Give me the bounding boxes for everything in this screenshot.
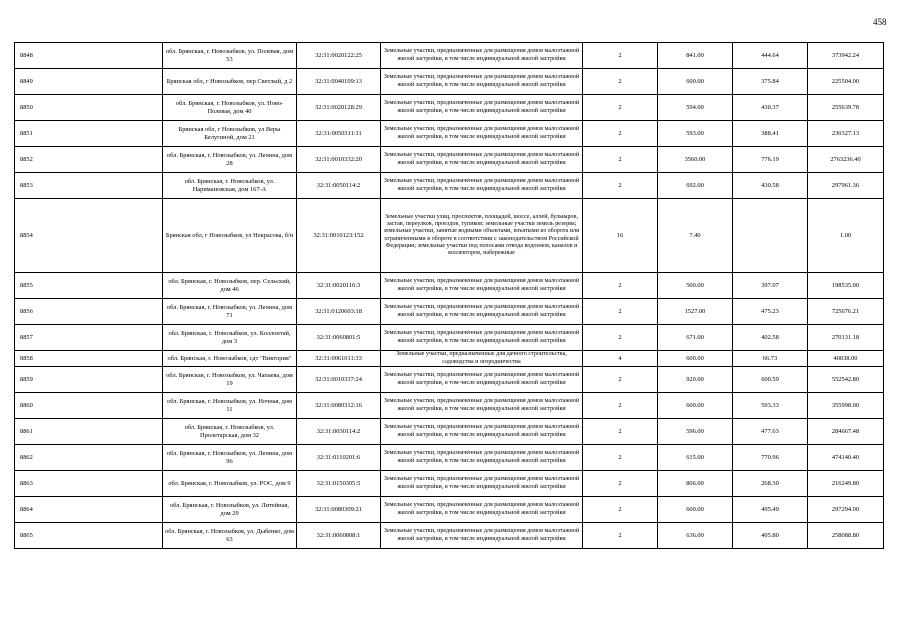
table-row [15, 69, 884, 95]
cadastral-number-cell: 32:31:0120603:18 [297, 299, 381, 325]
row-number-cell: 8856 [15, 299, 163, 325]
unit-value-cell [733, 199, 808, 273]
group-cell: 2 [583, 173, 658, 199]
cadastral-number-cell: 32:31:0020116:3 [297, 273, 381, 299]
unit-value-cell: 475.23 [733, 299, 808, 325]
table-row [15, 147, 884, 173]
row-number-cell: 8859 [15, 367, 163, 393]
cadastral-value-cell: 1.00 [808, 199, 884, 273]
table-row [15, 273, 884, 299]
table-row [15, 367, 884, 393]
area-cell: 841.00 [658, 43, 733, 69]
group-cell: 2 [583, 471, 658, 497]
unit-value-cell: 593.33 [733, 393, 808, 419]
cadastral-number-cell: 32:31:0080309:21 [297, 497, 381, 523]
cadastral-value-cell: 284667.48 [808, 419, 884, 445]
cadastral-value-cell: 258088.80 [808, 523, 884, 549]
unit-value-cell: 444.64 [733, 43, 808, 69]
group-cell: 2 [583, 393, 658, 419]
address-cell: обл. Брянская, г. Новозыбков, пер. Сельский, дом 46 [163, 273, 297, 299]
cadastral-number-cell: 32:31:0010332:20 [297, 147, 381, 173]
group-cell: 2 [583, 121, 658, 147]
cadastral-value-cell: 355998.00 [808, 393, 884, 419]
unit-value-cell: 600.59 [733, 367, 808, 393]
land-purpose-cell: Земельные участки, предназначенные для дачного строительства, садоводства и огородничества [381, 351, 583, 367]
cadastral-number-cell: 32:31:0110201:6 [297, 445, 381, 471]
group-cell: 2 [583, 69, 658, 95]
address-cell: обл. Брянская, г. Новозыбков, ул. Ночная, дом 11 [163, 393, 297, 419]
table-row [15, 199, 884, 273]
group-cell: 2 [583, 445, 658, 471]
land-purpose-cell: Земельные участки, предназначенные для размещения домов малоэтажной жилой застройки, в том числе индивидуальной жилой застройки [381, 523, 583, 549]
table-row [15, 351, 884, 367]
row-number-cell: 8851 [15, 121, 163, 147]
unit-value-cell: 430.37 [733, 95, 808, 121]
cadastral-value-cell: 474140.40 [808, 445, 884, 471]
unit-value-cell: 375.84 [733, 69, 808, 95]
cadastral-number-cell: 32:31:0010337:24 [297, 367, 381, 393]
page-number: 458 [873, 17, 887, 27]
address-cell: обл. Брянская, г. Новозыбков, ул. Пролетарская, дом 32 [163, 419, 297, 445]
row-number-cell: 8858 [15, 351, 163, 367]
table-row [15, 95, 884, 121]
area-cell: 692.00 [658, 173, 733, 199]
row-number-cell: 8855 [15, 273, 163, 299]
row-number-cell: 8862 [15, 445, 163, 471]
land-purpose-cell: Земельные участки, предназначенные для размещения домов малоэтажной жилой застройки, в том числе индивидуальной жилой застройки [381, 273, 583, 299]
address-cell: обл. Брянская, г. Новозыбков, ул. Литейная, дом 29 [163, 497, 297, 523]
address-cell: обл. Брянская, г. Новозыбков, ул. Коллонтай, дом 3 [163, 325, 297, 351]
cadastral-number-cell: 32:31:0030114:2 [297, 419, 381, 445]
land-purpose-cell: Земельные участки, предназначенные для размещения домов малоэтажной жилой застройки, в том числе индивидуальной жилой застройки [381, 69, 583, 95]
land-purpose-cell: Земельные участки, предназначенные для размещения домов малоэтажной жилой застройки, в том числе индивидуальной жилой застройки [381, 325, 583, 351]
group-cell: 2 [583, 95, 658, 121]
unit-value-cell: 402.58 [733, 325, 808, 351]
cadastral-number-cell: 32:31:0040109:13 [297, 69, 381, 95]
unit-value-cell: 495.49 [733, 497, 808, 523]
land-purpose-cell: Земельные участки, предназначенные для размещения домов малоэтажной жилой застройки, в том числе индивидуальной жилой застройки [381, 173, 583, 199]
land-purpose-cell: Земельные участки, предназначенные для размещения домов малоэтажной жилой застройки, в том числе индивидуальной жилой застройки [381, 419, 583, 445]
land-purpose-cell: Земельные участки, предназначенные для размещения домов малоэтажной жилой застройки, в том числе индивидуальной жилой застройки [381, 367, 583, 393]
address-cell: обл. Брянская, г. Новозыбков, сдт "Виктория" [163, 351, 297, 367]
row-number-cell: 8864 [15, 497, 163, 523]
cadastral-value-cell: 216249.80 [808, 471, 884, 497]
unit-value-cell: 430.58 [733, 173, 808, 199]
address-cell: обл. Брянская, г. Новозыбков, ул. РОС, дом 9 [163, 471, 297, 497]
address-cell: обл. Брянская, г. Новозыбков, ул. Чапаева, дом 19 [163, 367, 297, 393]
row-number-cell: 8850 [15, 95, 163, 121]
land-purpose-cell: Земельные участки, предназначенные для размещения домов малоэтажной жилой застройки, в том числе индивидуальной жилой застройки [381, 147, 583, 173]
unit-value-cell: 405.80 [733, 523, 808, 549]
row-number-cell: 8849 [15, 69, 163, 95]
row-number-cell: 8865 [15, 523, 163, 549]
area-cell: 920.00 [658, 367, 733, 393]
unit-value-cell: 66.73 [733, 351, 808, 367]
unit-value-cell: 776.19 [733, 147, 808, 173]
area-cell: 596.00 [658, 419, 733, 445]
area-cell: 594.00 [658, 95, 733, 121]
land-purpose-cell: Земельные участки, предназначенные для размещения домов малоэтажной жилой застройки, в том числе индивидуальной жилой застройки [381, 299, 583, 325]
cadastral-number-cell: 32:31:0010123:152 [297, 199, 381, 273]
land-purpose-cell: Земельные участки, предназначенные для размещения домов малоэтажной жилой застройки, в том числе индивидуальной жилой застройки [381, 445, 583, 471]
cadastral-value-cell: 255639.78 [808, 95, 884, 121]
land-purpose-cell: Земельные участки улиц, проспектов, площадей, шоссе, аллей, бульваров, застав, переулков, проездов, тупиков; земельные участки земель резерва; земельные участки, занятые водными объектами, изъятыми из оборота или ограниченными в обороте в соответствии с законодательством Российской Федерации; земельные участки под полосами отвода водоемов, каналов и коллекторов, набережные [381, 199, 583, 273]
table-row [15, 121, 884, 147]
cadastral-number-cell: 32:31:0050311:11 [297, 121, 381, 147]
cadastral-value-cell: 725676.21 [808, 299, 884, 325]
table-row [15, 299, 884, 325]
area-cell: 1527.00 [658, 299, 733, 325]
row-number-cell: 8860 [15, 393, 163, 419]
row-number-cell: 8861 [15, 419, 163, 445]
land-purpose-cell: Земельные участки, предназначенные для размещения домов малоэтажной жилой застройки, в том числе индивидуальной жилой застройки [381, 95, 583, 121]
area-cell: 636.00 [658, 523, 733, 549]
unit-value-cell: 268.30 [733, 471, 808, 497]
area-cell: 7.40 [658, 199, 733, 273]
land-purpose-cell: Земельные участки, предназначенные для размещения домов малоэтажной жилой застройки, в том числе индивидуальной жилой застройки [381, 43, 583, 69]
area-cell: 3560.00 [658, 147, 733, 173]
table-row [15, 173, 884, 199]
cadastral-number-cell: 32:31:0060801:5 [297, 325, 381, 351]
cadastral-number-cell: 32:31:0020122:25 [297, 43, 381, 69]
address-cell: обл. Брянская, г. Новозыбков, ул. Ленина, дом 71 [163, 299, 297, 325]
land-purpose-cell: Земельные участки, предназначенные для размещения домов малоэтажной жилой застройки, в том числе индивидуальной жилой застройки [381, 121, 583, 147]
cadastral-value-cell: 40038.00 [808, 351, 884, 367]
area-cell: 600.00 [658, 69, 733, 95]
group-cell: 2 [583, 367, 658, 393]
address-cell: обл. Брянская, г. Новозыбков, ул. Ленина, дом 96 [163, 445, 297, 471]
table-row [15, 393, 884, 419]
cadastral-number-cell: 32:31:0060808:1 [297, 523, 381, 549]
cadastral-value-cell: 225504.00 [808, 69, 884, 95]
group-cell: 2 [583, 299, 658, 325]
group-cell: 2 [583, 273, 658, 299]
area-cell: 671.00 [658, 325, 733, 351]
address-cell: обл. Брянская, г. Новозыбков, ул. Полевая, дом 53 [163, 43, 297, 69]
table-row [15, 497, 884, 523]
table-row [15, 471, 884, 497]
land-purpose-cell: Земельные участки, предназначенные для размещения домов малоэтажной жилой застройки, в том числе индивидуальной жилой застройки [381, 497, 583, 523]
area-cell: 500.00 [658, 273, 733, 299]
group-cell: 2 [583, 147, 658, 173]
address-cell: обл. Брянская, г. Новозыбков, ул. Наримановская, дом 167-А [163, 173, 297, 199]
cadastral-value-cell: 552542.80 [808, 367, 884, 393]
group-cell: 4 [583, 351, 658, 367]
land-purpose-cell: Земельные участки, предназначенные для размещения домов малоэтажной жилой застройки, в том числе индивидуальной жилой застройки [381, 393, 583, 419]
group-cell: 2 [583, 523, 658, 549]
unit-value-cell: 388.41 [733, 121, 808, 147]
address-cell: обл. Брянская, г. Новозыбков, ул. Ленина, дом 28 [163, 147, 297, 173]
cadastral-number-cell: 32:31:0150305:5 [297, 471, 381, 497]
group-cell: 2 [583, 325, 658, 351]
cadastral-value-cell: 297961.36 [808, 173, 884, 199]
cadastral-number-cell: 32:31:0061011:33 [297, 351, 381, 367]
group-cell: 16 [583, 199, 658, 273]
row-number-cell: 8848 [15, 43, 163, 69]
cadastral-number-cell: 32:31:0020128:29 [297, 95, 381, 121]
cadastral-number-cell: 32:31:0050114:2 [297, 173, 381, 199]
address-cell: Брянская обл, г Новозыбков, пер Светлый, д 2 [163, 69, 297, 95]
cadastral-value-cell: 373942.24 [808, 43, 884, 69]
address-cell: обл. Брянская, г. Новозыбков, ул. Дыбенко, дом 63 [163, 523, 297, 549]
row-number-cell: 8854 [15, 199, 163, 273]
area-cell: 593.00 [658, 121, 733, 147]
cadastral-value-cell: 198535.00 [808, 273, 884, 299]
group-cell: 2 [583, 43, 658, 69]
table-row [15, 43, 884, 69]
address-cell: Брянская обл, г Новозыбков, ул Некрасова, б/н [163, 199, 297, 273]
area-cell: 806.00 [658, 471, 733, 497]
row-number-cell: 8857 [15, 325, 163, 351]
unit-value-cell: 477.63 [733, 419, 808, 445]
cadastral-value-cell: 230327.13 [808, 121, 884, 147]
cadastral-value-cell: 297294.00 [808, 497, 884, 523]
table-row [15, 325, 884, 351]
row-number-cell: 8852 [15, 147, 163, 173]
address-cell: обл. Брянская, г. Новозыбков, ул. Ново-Полевая, дом 40 [163, 95, 297, 121]
group-cell: 2 [583, 497, 658, 523]
cadastral-value-cell: 270131.18 [808, 325, 884, 351]
land-purpose-cell: Земельные участки, предназначенные для размещения домов малоэтажной жилой застройки, в том числе индивидуальной жилой застройки [381, 471, 583, 497]
area-cell: 600.00 [658, 351, 733, 367]
row-number-cell: 8863 [15, 471, 163, 497]
cadastral-value-cell: 2763236.40 [808, 147, 884, 173]
cadastral-number-cell: 32:31:0080312:16 [297, 393, 381, 419]
table-row [15, 523, 884, 549]
unit-value-cell: 770.96 [733, 445, 808, 471]
area-cell: 600.00 [658, 497, 733, 523]
row-number-cell: 8853 [15, 173, 163, 199]
land-registry-table [14, 42, 884, 549]
table-row [15, 419, 884, 445]
area-cell: 615.00 [658, 445, 733, 471]
address-cell: Брянская обл, г Новозыбков, ул Веры Белугиной, дом 21 [163, 121, 297, 147]
unit-value-cell: 397.07 [733, 273, 808, 299]
group-cell: 2 [583, 419, 658, 445]
table-row [15, 445, 884, 471]
area-cell: 600.00 [658, 393, 733, 419]
